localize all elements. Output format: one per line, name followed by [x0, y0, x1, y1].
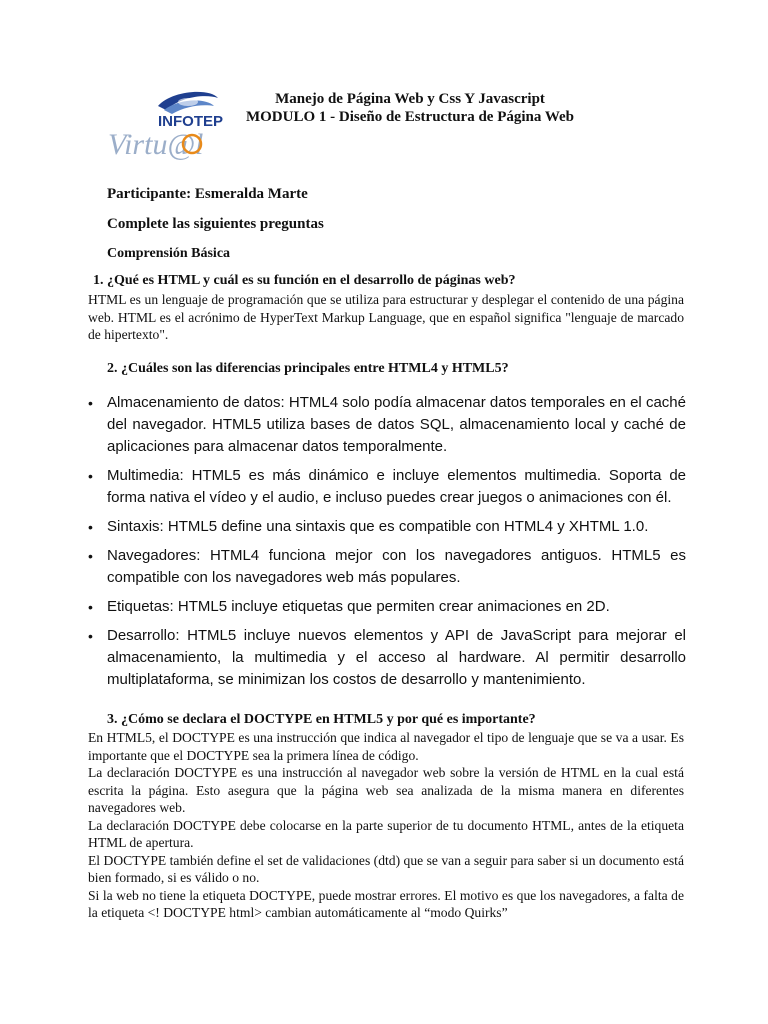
paragraph: La declaración DOCTYPE es una instrucción al navegador web sobre la versión de HTML en la cual está escrita la página. Esto asegura que la página web sea analizada de la misma manera en diferentes navegadores web. — [88, 765, 684, 815]
question-1-title: 1. ¿Qué es HTML y cuál es su función en el desarrollo de páginas web? — [93, 273, 516, 288]
participant-name: Participante: Esmeralda Marte — [107, 186, 308, 202]
svg-text:INFOTEP: INFOTEP — [158, 113, 224, 130]
paragraph: El DOCTYPE también define el set de validaciones (dtd) que se van a seguir para saber si un documento está bien formado, si es válido o no. — [88, 852, 684, 885]
document-header — [230, 90, 590, 126]
question-1-answer: HTML es un lenguaje de programación que se utiliza para estructurar y desplegar el contenido de una página web. HTML es el acrónimo de HyperText Markup Language, que en español significa "lenguaje de marcado de hipertexto". — [88, 292, 684, 342]
list-item: • Sintaxis: HTML5 define una sintaxis que es compatible con HTML4 y XHTML 1.0. — [88, 516, 686, 538]
bullet-icon: • — [88, 599, 93, 615]
list-item: • Almacenamiento de datos: HTML4 solo podía almacenar datos temporales en el caché del navegador. HTML5 utiliza bases de datos SQL, almacenamiento local y caché de aplicaciones para almacenar datos temporalmente. — [88, 394, 686, 455]
paragraph: La declaración DOCTYPE debe colocarse en la parte superior de tu documento HTML, antes de la etiqueta HTML de apertura. — [88, 817, 684, 850]
list-item: • Multimedia: HTML5 es más dinámico e incluye elementos multimedia. Soporta de forma nativa el vídeo y el audio, e incluso puedes crear juegos o animaciones con él. — [88, 467, 686, 506]
bullet-icon: • — [88, 548, 93, 564]
bullet-icon: • — [88, 628, 93, 644]
bullet-icon: • — [88, 519, 93, 535]
list-item: • Desarrollo: HTML5 incluye nuevos elementos y API de JavaScript para mejorar el almacenamiento, la multimedia y el acceso al hardware. Al permitir desarrollo multiplataforma, se minimizan los costos de desarrollo y mantenimiento. — [88, 627, 686, 688]
course-title: Manejo de Página Web y Css Y Javascript — [275, 91, 545, 107]
question-3-answer — [88, 729, 684, 922]
paragraph: En HTML5, el DOCTYPE es una instrucción que indica al navegador el tipo de lenguaje que se va a usar. Es importante que el DOCTYPE sea la primera línea de código. — [88, 730, 684, 763]
bullet-icon: • — [88, 395, 93, 411]
bullet-icon: • — [88, 468, 93, 484]
infotep-virtual-logo — [106, 88, 228, 160]
list-item: • Etiquetas: HTML5 incluye etiquetas que permiten crear animaciones en 2D. — [88, 596, 686, 618]
list-item: • Navegadores: HTML4 funciona mejor con los navegadores antiguos. HTML5 es compatible con los navegadores web más populares. — [88, 547, 686, 586]
question-2-bullet-list — [88, 392, 686, 698]
paragraph: Si la web no tiene la etiqueta DOCTYPE, puede mostrar errores. El motivo es que los navegadores, a falta de la etiqueta <! DOCTYPE html> cambian automáticamente al “modo Quirks” — [88, 887, 684, 920]
instruction-text: Complete las siguientes preguntas — [107, 216, 324, 232]
module-title: MODULO 1 - Diseño de Estructura de Página Web — [245, 109, 575, 125]
question-3-title: 3. ¿Cómo se declara el DOCTYPE en HTML5 y por qué es importante? — [107, 712, 536, 727]
svg-text:Virtu@l: Virtu@l — [108, 128, 204, 160]
question-2-title: 2. ¿Cuáles son las diferencias principales entre HTML4 y HTML5? — [107, 361, 509, 376]
section-heading: Comprensión Básica — [107, 246, 231, 261]
